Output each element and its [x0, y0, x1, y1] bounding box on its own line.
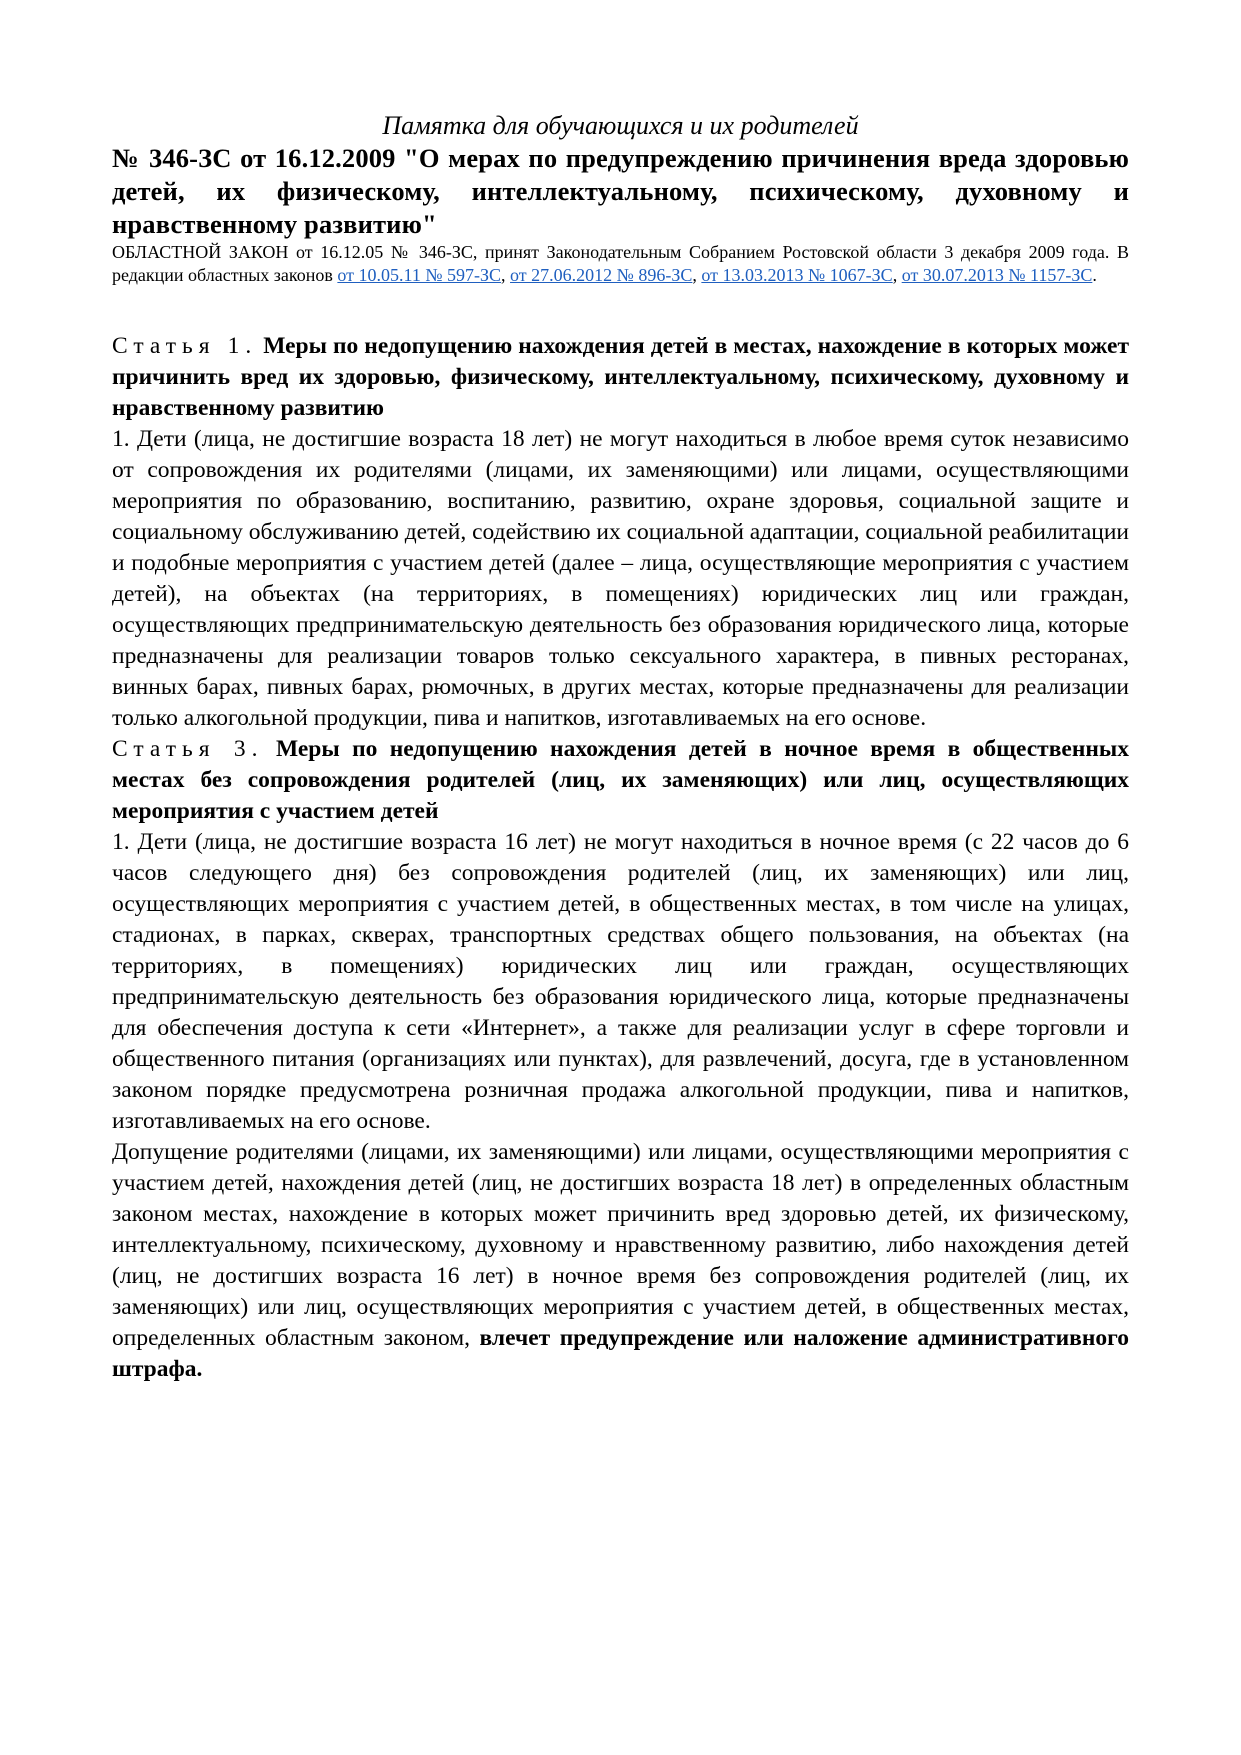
- penalty-paragraph: [112, 1137, 1129, 1385]
- article-3-heading: [112, 734, 1129, 827]
- spacer: [112, 287, 1129, 331]
- article-1-paragraph: 1. Дети (лица, не достигшие возраста 18 лет) не могут находиться в любое время суток независимо от сопровождения их родителями (лицами, их заменяющими) или лицами, осуществляющими мероприятия по образованию, воспитанию, развитию, охране здоровья, социальной защите и социальному обслуживанию детей, содействию их социальной адаптации, социальной реабилитации и подобные мероприятия с участием детей (далее – лица, осуществляющие мероприятия с участием детей), на объектах (на территориях, в помещениях) юридических лиц или граждан, осуществляющих предпринимательскую деятельность без образования юридического лица, которые предназначены для реализации товаров только сексуального характера, в пивных ресторанах, винных барах, пивных барах, рюмочных, в других местах, которые предназначены для реализации только алкогольной продукции, пива и напитков, изготавливаемых на его основе.: [112, 426, 1129, 731]
- law-meta-text: ОБЛАСТНОЙ ЗАКОН от 16.12.05 № 346-ЗС, принят Законодательным Собранием Ростовской области 3 декабря 2009 года. В редакции областных законов: [112, 242, 1129, 285]
- article-1-heading: [112, 331, 1129, 424]
- document-page: [112, 110, 1129, 1385]
- law-title: № 346-ЗС от 16.12.2009 "О мерах по предупреждению причинения вреда здоровью детей, их физическому, интеллектуальному, психическому, духовному и нравственному развитию": [112, 143, 1129, 239]
- article-1-label: Статья 1.: [112, 333, 258, 359]
- memo-title: Памятка для обучающихся и их родителей: [382, 111, 859, 140]
- amendment-link-2[interactable]: от 27.06.2012 № 896-ЗС: [510, 265, 693, 285]
- amendment-link-3[interactable]: от 13.03.2013 № 1067-ЗС: [701, 265, 893, 285]
- law-meta: ОБЛАСТНОЙ ЗАКОН от 16.12.05 № 346-ЗС, принят Законодательным Собранием Ростовской области 3 декабря 2009 года. В редакции областных законов от 10.05.11 № 597-ЗС, от 27.06.2012 № 896-ЗС, от 13.03.2013 № 1067-ЗС, от 30.07.2013 № 1157-ЗС.: [112, 242, 1129, 285]
- amendment-link-1[interactable]: от 10.05.11 № 597-ЗС: [337, 265, 502, 285]
- article-3-label: Статья 3.: [112, 736, 264, 762]
- penalty-bold-text: влечет предупреждение или наложение административного штрафа.: [112, 1325, 1129, 1382]
- article-3-title: Меры по недопущению нахождения детей в ночное время в общественных местах без сопровождения родителей (лиц, их заменяющих) или лиц, осуществляющих мероприятия с участием детей: [112, 736, 1130, 824]
- penalty-text: Допущение родителями (лицами, их заменяющими) или лицами, осуществляющими мероприятия с участием детей, нахождения детей (лиц, не достигших возраста 18 лет) в определенных областным законом местах, нахождение в которых может причинить вред здоровью детей, их физическому, интеллектуальному, психическому, духовному и нравственному развитию, либо нахождения детей (лиц, не достигших возраста 16 лет) в ночное время без сопровождения родителей (лиц, их заменяющих) или лиц, осуществляющих мероприятия с участием детей, в общественных местах, определенных областным законом,: [112, 1139, 1129, 1351]
- article-3-paragraph: 1. Дети (лица, не достигшие возраста 16 лет) не могут находиться в ночное время (с 22 часов до 6 часов следующего дня) без сопровождения родителей (лиц, их заменяющих) или лиц, осуществляющих мероприятия с участием детей, в общественных местах, в том числе на улицах, стадионах, в парках, скверах, транспортных средствах общего пользования, на объектах (на территориях, в помещениях) юридических лиц или граждан, осуществляющих предпринимательскую деятельность без образования юридического лица, которые предназначены для обеспечения доступа к сети «Интернет», а также для реализации услуг в сфере торговли и общественного питания (организациях или пунктах), для развлечений, досуга, где в установленном законом порядке предусмотрена розничная продажа алкогольной продукции, пива и напитков, изготавливаемых на его основе.: [112, 829, 1129, 1134]
- amendment-link-4[interactable]: от 30.07.2013 № 1157-ЗС: [901, 265, 1093, 285]
- article-1-title: Меры по недопущению нахождения детей в местах, нахождение в которых может причинить вред их здоровью, физическому, интеллектуальному, психическому, духовному и нравственному развитию: [112, 333, 1130, 421]
